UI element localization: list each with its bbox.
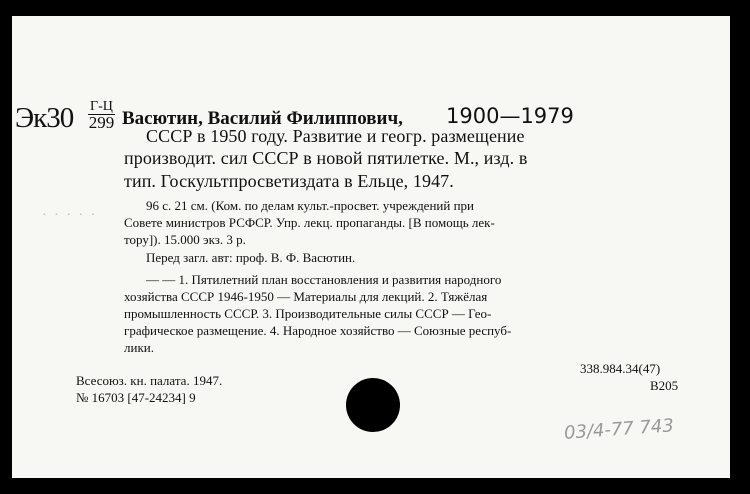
author-note: Перед загл. авт: проф. В. Ф. Васютин. bbox=[146, 250, 356, 265]
title-line: СССР в 1950 году. Развитие и геогр. размещение bbox=[146, 126, 525, 146]
author-life-dates: 1900—1979 bbox=[446, 104, 574, 128]
contents-line: хозяйства СССР 1946-1950 — Материалы для лекций. 2. Тяжёлая bbox=[124, 289, 488, 304]
collation-line: 96 с. 21 см. (Ком. по делам культ.-просвет. учреждений при bbox=[146, 198, 474, 213]
shelfmark-denominator: 299 bbox=[88, 113, 115, 132]
author-mark: В205 bbox=[650, 378, 679, 393]
pencil-inventory-note: 03/4-77 743 bbox=[563, 415, 675, 444]
faint-marks: · · · · · bbox=[42, 208, 98, 223]
contents-line: — — 1. Пятилетний план восстановления и развития народного bbox=[146, 272, 502, 287]
collation-line: тору]). 15.000 экз. 3 р. bbox=[124, 232, 246, 247]
classification-code: 338.984.34(47) bbox=[580, 361, 661, 376]
contents-line: промышленность СССР. 3. Производительные силы СССР — Гео- bbox=[124, 306, 492, 321]
shelfmark-main: Эк30 bbox=[15, 102, 74, 134]
punch-hole bbox=[346, 378, 400, 432]
shelfmark-fraction bbox=[88, 99, 115, 130]
shelfmark-numerator: Г-Ц bbox=[90, 99, 113, 114]
title-line: тип. Госкультпросветиздата в Ельце, 1947. bbox=[124, 171, 454, 191]
author-heading: Васютин, Василий Филиппович, bbox=[122, 108, 403, 129]
contents-line: графическое размещение. 4. Народное хозяйство — Союзные респуб- bbox=[124, 323, 512, 338]
book-chamber-line: Всесоюз. кн. палата. 1947. bbox=[76, 373, 223, 388]
contents-line: лики. bbox=[124, 340, 154, 355]
collation-line: Совете министров РСФСР. Упр. лекц. пропаганды. [В помощь лек- bbox=[124, 215, 495, 230]
catalog-card bbox=[12, 16, 730, 478]
book-chamber-number: № 16703 [47-24234] 9 bbox=[76, 390, 196, 405]
title-line: производит. сил СССР в новой пятилетке. М., изд. в bbox=[124, 148, 528, 168]
shelfmark bbox=[15, 102, 73, 135]
